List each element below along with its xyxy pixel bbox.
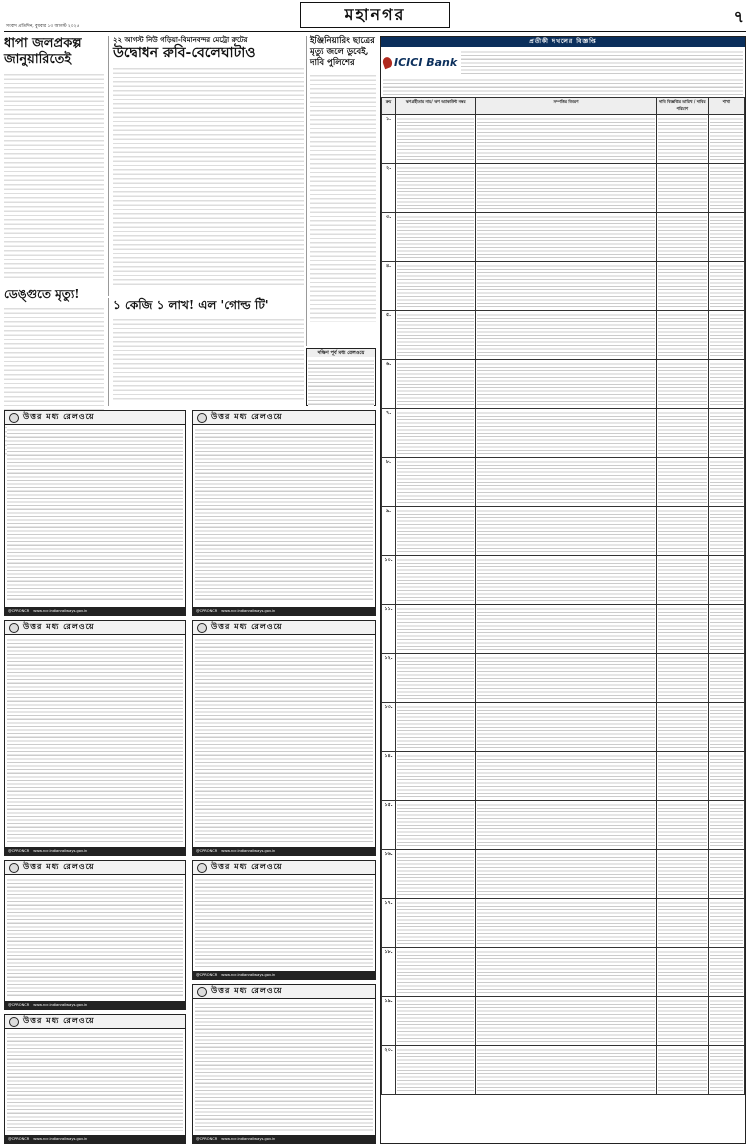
row-cell-placeholder (656, 997, 708, 1046)
row-cell-placeholder (708, 262, 744, 311)
ad-title: উত্তর মধ্য রেলওয়ে (211, 622, 283, 631)
row-cell-placeholder (396, 115, 476, 164)
table-row (382, 948, 745, 997)
row-cell-placeholder (476, 703, 656, 752)
railway-ad (192, 620, 376, 856)
ad-body-placeholder (7, 637, 183, 842)
row-cell-placeholder (708, 115, 744, 164)
row-cell-placeholder (396, 801, 476, 850)
story-body-placeholder (113, 316, 304, 401)
row-cell-placeholder (396, 213, 476, 262)
row-cell-placeholder (476, 801, 656, 850)
story-dhapa (4, 36, 104, 436)
row-cell-placeholder (656, 801, 708, 850)
row-cell-placeholder (396, 311, 476, 360)
row-cell-placeholder (476, 605, 656, 654)
row-cell-placeholder (656, 1046, 708, 1095)
story-body-placeholder (4, 71, 104, 281)
row-cell-placeholder (476, 507, 656, 556)
col-header: ক্রম (382, 98, 396, 115)
row-serial: ১৫. (382, 801, 396, 850)
row-cell-placeholder (708, 654, 744, 703)
row-cell-placeholder (656, 948, 708, 997)
row-cell-placeholder (708, 458, 744, 507)
railway-ad (192, 410, 376, 616)
ad-title: উত্তর মধ্য রেলওয়ে (23, 622, 95, 631)
railway-logo-icon (197, 987, 207, 997)
row-cell-placeholder (708, 556, 744, 605)
ad-footer: @CPRONCR www.ncr.indianrailways.gov.in (193, 607, 375, 615)
ad-body-placeholder (195, 427, 373, 602)
ad-footer: @CPRONCR www.ncr.indianrailways.gov.in (5, 847, 185, 855)
railway-ads-block (4, 410, 376, 1144)
row-cell-placeholder (656, 556, 708, 605)
icici-notice (380, 36, 746, 1144)
bank-name: ICICI Bank (394, 55, 458, 69)
row-cell-placeholder (396, 164, 476, 213)
row-serial: ৪. (382, 262, 396, 311)
ad-footer: @CPRONCR www.ncr.indianrailways.gov.in (5, 607, 185, 615)
row-cell-placeholder (656, 703, 708, 752)
col-header: দাবি বিজ্ঞপ্তির তারিখ / দাবির পরিমাণ (656, 98, 708, 115)
row-cell-placeholder (396, 752, 476, 801)
table-row (382, 605, 745, 654)
railway-ad (4, 860, 186, 1010)
row-cell-placeholder (656, 899, 708, 948)
table-row (382, 409, 745, 458)
row-cell-placeholder (708, 850, 744, 899)
row-cell-placeholder (476, 213, 656, 262)
row-cell-placeholder (476, 850, 656, 899)
railway-logo-icon (9, 1017, 19, 1027)
row-cell-placeholder (476, 262, 656, 311)
row-cell-placeholder (396, 948, 476, 997)
row-serial: ১০. (382, 556, 396, 605)
row-serial: ১৩. (382, 703, 396, 752)
row-cell-placeholder (476, 115, 656, 164)
table-row (382, 654, 745, 703)
row-cell-placeholder (708, 1046, 744, 1095)
row-cell-placeholder (396, 556, 476, 605)
railway-ad-se (306, 348, 376, 406)
ad-title: উত্তর মধ্য রেলওয়ে (211, 862, 283, 871)
row-serial: ২. (382, 164, 396, 213)
row-cell-placeholder (396, 997, 476, 1046)
row-cell-placeholder (708, 507, 744, 556)
row-cell-placeholder (656, 164, 708, 213)
table-row (382, 458, 745, 507)
story-headline: ডেঙ্গুতে মৃত্যু! (4, 287, 80, 301)
row-cell-placeholder (656, 605, 708, 654)
row-serial: ১৯. (382, 997, 396, 1046)
masthead (0, 0, 750, 34)
ad-footer: @CPRONCR www.ncr.indianrailways.gov.in (193, 971, 375, 979)
row-cell-placeholder (656, 213, 708, 262)
row-cell-placeholder (476, 752, 656, 801)
story-headline: ইঞ্জিনিয়ারিং ছাত্রের মৃত্যু জলে ডুবেই, দাবি পুলিশের (310, 36, 375, 68)
ad-title: উত্তর মধ্য রেলওয়ে (23, 1016, 95, 1025)
row-cell-placeholder (708, 311, 744, 360)
row-cell-placeholder (708, 752, 744, 801)
table-row (382, 997, 745, 1046)
page-number: ৭ (733, 7, 744, 26)
table-row (382, 801, 745, 850)
table-row (382, 311, 745, 360)
col-header: শাখা (708, 98, 744, 115)
row-cell-placeholder (708, 801, 744, 850)
table-row (382, 115, 745, 164)
row-serial: ১১. (382, 605, 396, 654)
row-cell-placeholder (396, 899, 476, 948)
railway-ad (192, 984, 376, 1144)
notice-preamble-placeholder (383, 77, 743, 95)
row-cell-placeholder (708, 409, 744, 458)
table-row (382, 164, 745, 213)
row-cell-placeholder (396, 409, 476, 458)
row-serial: ৯. (382, 507, 396, 556)
row-cell-placeholder (476, 164, 656, 213)
railway-ad (4, 410, 186, 616)
ad-body-placeholder (308, 358, 374, 406)
ad-title: দক্ষিণ পূর্ব মধ্য রেলওয়ে (307, 349, 375, 357)
ad-footer: @CPRONCR www.ncr.indianrailways.gov.in (5, 1135, 185, 1143)
row-cell-placeholder (708, 360, 744, 409)
row-cell-placeholder (656, 850, 708, 899)
railway-logo-icon (197, 623, 207, 633)
row-serial: ৮. (382, 458, 396, 507)
row-cell-placeholder (396, 703, 476, 752)
row-cell-placeholder (656, 311, 708, 360)
row-cell-placeholder (476, 1046, 656, 1095)
ad-title: উত্তর মধ্য রেলওয়ে (211, 412, 283, 421)
row-cell-placeholder (708, 164, 744, 213)
row-cell-placeholder (708, 605, 744, 654)
row-cell-placeholder (656, 507, 708, 556)
col-header: ঋণগ্রহীতার নাম/ ঋণ অ্যাকাউন্ট নম্বর (396, 98, 476, 115)
row-cell-placeholder (396, 1046, 476, 1095)
row-serial: ১৮. (382, 948, 396, 997)
ad-title: উত্তর মধ্য রেলওয়ে (211, 986, 283, 995)
story-body-placeholder (310, 72, 376, 322)
row-cell-placeholder (396, 262, 476, 311)
row-serial: ১৭. (382, 899, 396, 948)
row-cell-placeholder (708, 948, 744, 997)
ad-body-placeholder (7, 427, 183, 602)
row-cell-placeholder (476, 948, 656, 997)
ad-footer: @CPRONCR www.ncr.indianrailways.gov.in (193, 1135, 375, 1143)
table-row (382, 213, 745, 262)
row-serial: ১৪. (382, 752, 396, 801)
row-serial: ১৬. (382, 850, 396, 899)
story-kicker: ২২ আগস্ট নিউ গড়িয়া-বিমানবন্দর মেট্রো রুটের (113, 36, 248, 44)
railway-logo-icon (9, 623, 19, 633)
ad-body-placeholder (195, 877, 373, 967)
row-cell-placeholder (396, 654, 476, 703)
table-row (382, 703, 745, 752)
row-cell-placeholder (656, 654, 708, 703)
icici-logo-icon (381, 55, 393, 68)
railway-ad (4, 1014, 186, 1144)
row-cell-placeholder (396, 458, 476, 507)
col-header: সম্পত্তির বিবরণ (476, 98, 656, 115)
row-cell-placeholder (476, 311, 656, 360)
ad-footer: @CPRONCR www.ncr.indianrailways.gov.in (193, 847, 375, 855)
icici-logo (383, 49, 457, 75)
ad-footer: @CPRONCR www.ncr.indianrailways.gov.in (5, 1001, 185, 1009)
row-cell-placeholder (396, 507, 476, 556)
row-cell-placeholder (476, 997, 656, 1046)
table-row (382, 1046, 745, 1095)
story-metro (108, 36, 304, 296)
story-student (306, 36, 376, 346)
railway-logo-icon (197, 413, 207, 423)
row-cell-placeholder (708, 997, 744, 1046)
row-cell-placeholder (396, 850, 476, 899)
story-body-placeholder (113, 65, 304, 285)
ad-body-placeholder (195, 1001, 373, 1131)
row-cell-placeholder (396, 605, 476, 654)
notice-intro-placeholder (461, 49, 743, 75)
table-header-row (382, 98, 745, 115)
ad-body-placeholder (195, 637, 373, 842)
notice-table (381, 97, 745, 1095)
section-title: মহানগর (300, 2, 450, 28)
ad-body-placeholder (7, 1031, 183, 1131)
row-cell-placeholder (476, 654, 656, 703)
table-row (382, 556, 745, 605)
row-cell-placeholder (656, 409, 708, 458)
row-serial: ৫. (382, 311, 396, 360)
table-row (382, 507, 745, 556)
row-cell-placeholder (656, 360, 708, 409)
ad-body-placeholder (7, 877, 183, 997)
story-headline: উদ্বোধন রুবি-বেলেঘাটাও (113, 45, 256, 61)
row-cell-placeholder (476, 556, 656, 605)
row-cell-placeholder (476, 899, 656, 948)
ad-title: উত্তর মধ্য রেলওয়ে (23, 862, 95, 871)
row-serial: ৬. (382, 360, 396, 409)
ad-title: উত্তর মধ্য রেলওয়ে (23, 412, 95, 421)
row-serial: ৭. (382, 409, 396, 458)
row-cell-placeholder (476, 409, 656, 458)
table-row (382, 752, 745, 801)
table-row (382, 360, 745, 409)
date-line: সংবাদ প্রতিদিন, বুধবার ১৩ আগস্ট ২০২৫ (6, 24, 80, 29)
story-tea (108, 298, 304, 406)
row-serial: ২০. (382, 1046, 396, 1095)
table-row (382, 899, 745, 948)
story-headline: ১ কেজি ১ লাখ! এল 'গোল্ড টি' (113, 298, 269, 312)
row-cell-placeholder (656, 752, 708, 801)
table-row (382, 262, 745, 311)
row-cell-placeholder (396, 360, 476, 409)
railway-logo-icon (197, 863, 207, 873)
row-serial: ১২. (382, 654, 396, 703)
railway-ad (4, 620, 186, 856)
row-cell-placeholder (708, 213, 744, 262)
story-headline: ধাপা জলপ্রকল্প জানুয়ারিতেই (4, 36, 82, 67)
row-cell-placeholder (656, 262, 708, 311)
row-cell-placeholder (476, 360, 656, 409)
row-cell-placeholder (656, 458, 708, 507)
row-cell-placeholder (476, 458, 656, 507)
railway-logo-icon (9, 863, 19, 873)
row-serial: ৩. (382, 213, 396, 262)
railway-logo-icon (9, 413, 19, 423)
row-serial: ১. (382, 115, 396, 164)
row-cell-placeholder (708, 703, 744, 752)
row-cell-placeholder (656, 115, 708, 164)
table-row (382, 850, 745, 899)
row-cell-placeholder (708, 899, 744, 948)
notice-title: প্রতীকী দখলের বিজ্ঞপ্তি (381, 37, 745, 47)
railway-ad (192, 860, 376, 980)
